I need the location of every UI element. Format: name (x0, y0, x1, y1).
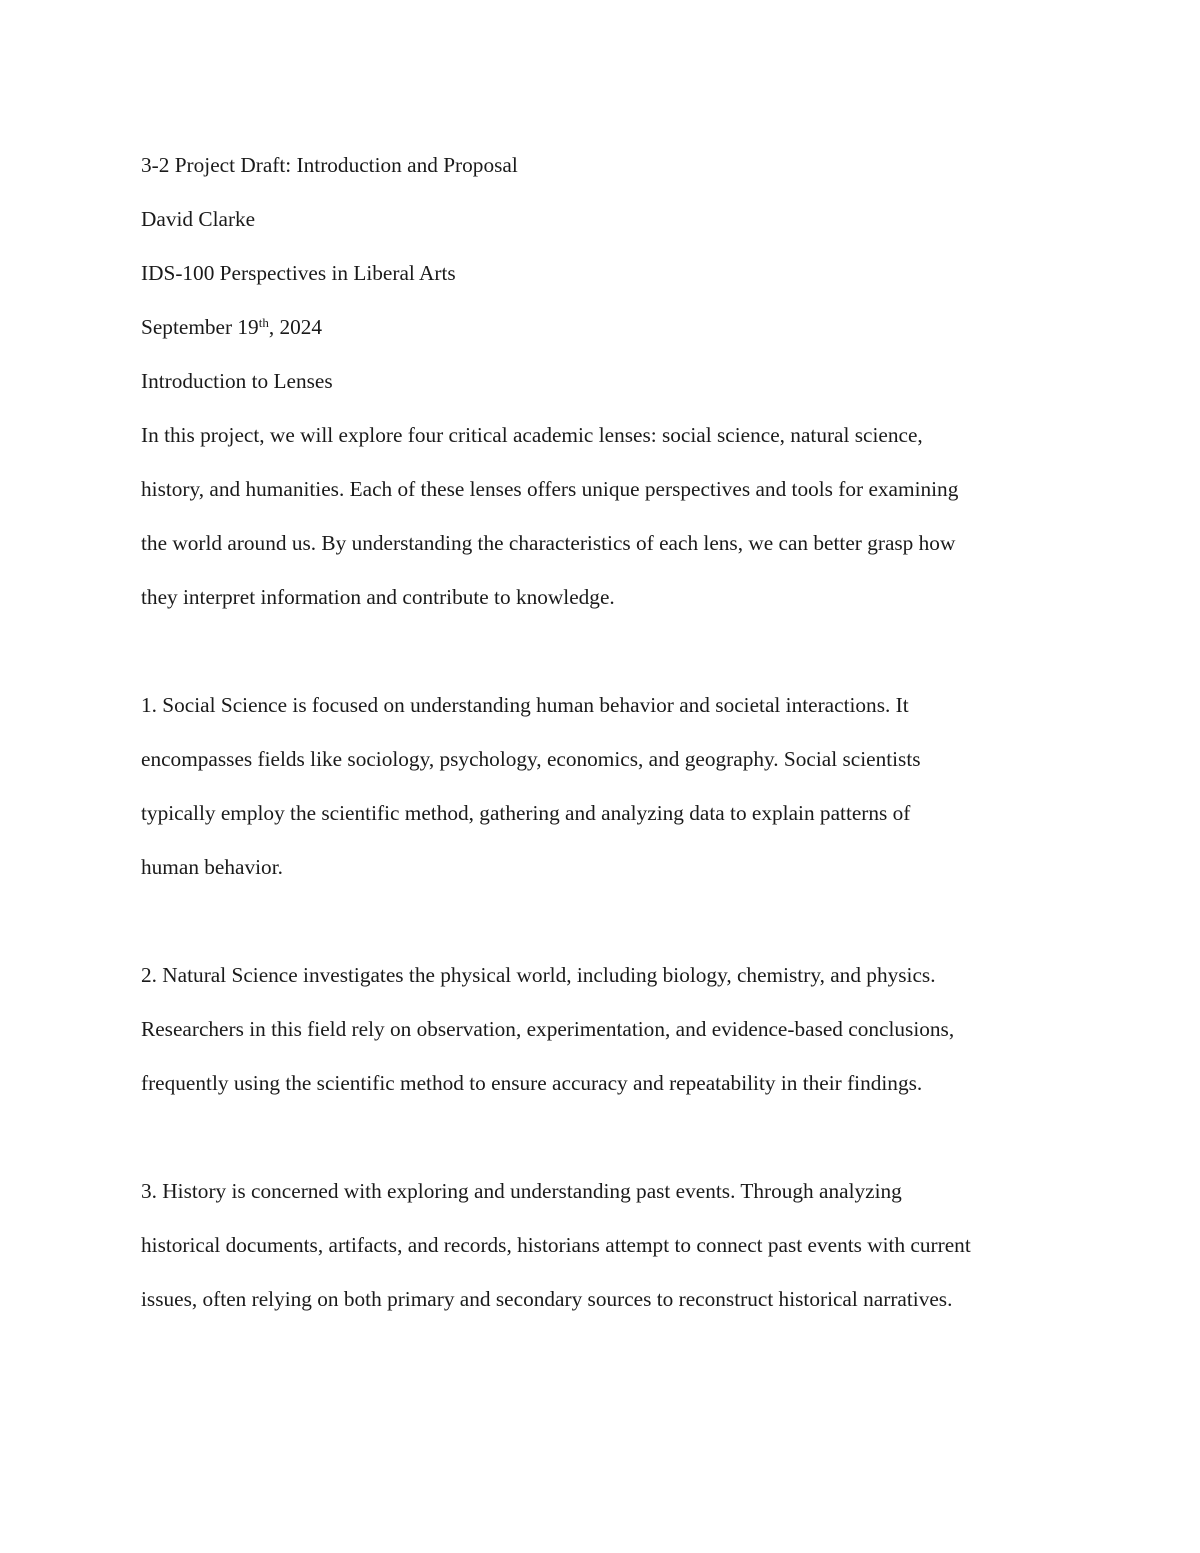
intro-line: the world around us. By understanding the characteristics of each lens, we can better grasp how (141, 531, 956, 555)
document-date (141, 300, 1071, 354)
list-item-line: Researchers in this field rely on observation, experimentation, and evidence-based conclusions, (141, 1017, 955, 1041)
intro-line: In this project, we will explore four critical academic lenses: social science, natural science, (141, 423, 923, 447)
list-item-line: issues, often relying on both primary and secondary sources to reconstruct historical narratives. (141, 1287, 953, 1311)
document-title: 3-2 Project Draft: Introduction and Proposal (141, 153, 518, 177)
list-item-history (141, 1164, 1071, 1326)
intro-line: they interpret information and contribute to knowledge. (141, 585, 615, 609)
list-item-line: human behavior. (141, 855, 283, 879)
paragraph-spacer (141, 894, 1071, 948)
list-item-line: historical documents, artifacts, and records, historians attempt to connect past events with current (141, 1233, 971, 1257)
date-year: , 2024 (268, 315, 323, 339)
date-month-day: September 19 (141, 315, 259, 339)
list-item-natural-science (141, 948, 1071, 1110)
document-body (141, 138, 1071, 1326)
list-item-line: 2. Natural Science investigates the physical world, including biology, chemistry, and physics. (141, 963, 936, 987)
list-item-line: 3. History is concerned with exploring and understanding past events. Through analyzing (141, 1179, 902, 1203)
author-name: David Clarke (141, 207, 256, 231)
list-item-line: 1. Social Science is focused on understanding human behavior and societal interactions. It (141, 693, 909, 717)
paragraph-spacer (141, 624, 1071, 678)
intro-paragraph (141, 408, 1071, 624)
intro-line: history, and humanities. Each of these lenses offers unique perspectives and tools for examining (141, 477, 959, 501)
paragraph-spacer (141, 1110, 1071, 1164)
section-heading: Introduction to Lenses (141, 369, 333, 393)
date-ordinal-suffix: th (258, 314, 269, 330)
list-item-line: frequently using the scientific method to ensure accuracy and repeatability in their findings. (141, 1071, 923, 1095)
list-item-line: typically employ the scientific method, gathering and analyzing data to explain patterns of (141, 801, 911, 825)
course-name: IDS-100 Perspectives in Liberal Arts (141, 261, 456, 285)
list-item-social-science (141, 678, 1071, 894)
list-item-line: encompasses fields like sociology, psychology, economics, and geography. Social scientists (141, 747, 921, 771)
